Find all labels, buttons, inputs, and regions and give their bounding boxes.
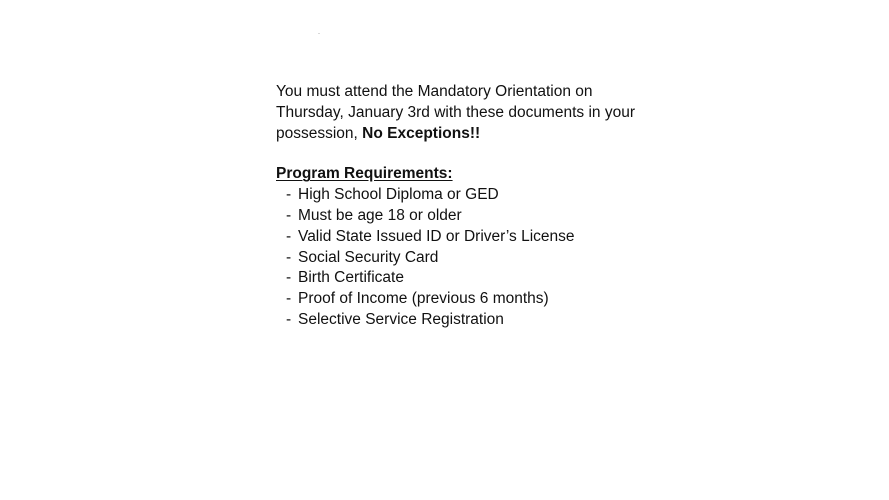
list-bullet: - — [286, 269, 292, 287]
list-item — [286, 289, 636, 310]
list-item — [286, 227, 636, 248]
no-exceptions-emphasis: No Exceptions!! — [362, 124, 481, 142]
list-item — [286, 310, 636, 331]
list-item — [286, 206, 636, 227]
list-bullet: - — [286, 227, 292, 245]
list-item — [286, 248, 636, 269]
notice-content — [276, 82, 636, 331]
list-bullet: - — [286, 310, 292, 328]
list-bullet: - — [286, 248, 292, 266]
list-item-text: Birth Certificate — [298, 269, 404, 287]
list-bullet: - — [286, 290, 292, 308]
list-bullet: - — [286, 206, 292, 224]
orientation-notice-text: You must attend the Mandatory Orientation on Thursday, January 3rd with these documents in your possession, — [276, 83, 635, 142]
orientation-notice — [276, 82, 636, 144]
list-item-text: Social Security Card — [298, 248, 439, 266]
scan-speck — [318, 33, 320, 34]
program-requirements-heading: Program Requirements: — [276, 165, 453, 183]
list-item-text: Must be age 18 or older — [298, 206, 462, 224]
list-item — [286, 185, 636, 206]
list-item-text: Valid State Issued ID or Driver’s License — [298, 227, 575, 245]
list-bullet: - — [286, 186, 292, 204]
requirements-list — [276, 185, 636, 331]
list-item — [286, 268, 636, 289]
list-item-text: Selective Service Registration — [298, 310, 504, 328]
list-item-text: Proof of Income (previous 6 months) — [298, 290, 549, 308]
list-item-text: High School Diploma or GED — [298, 186, 499, 204]
